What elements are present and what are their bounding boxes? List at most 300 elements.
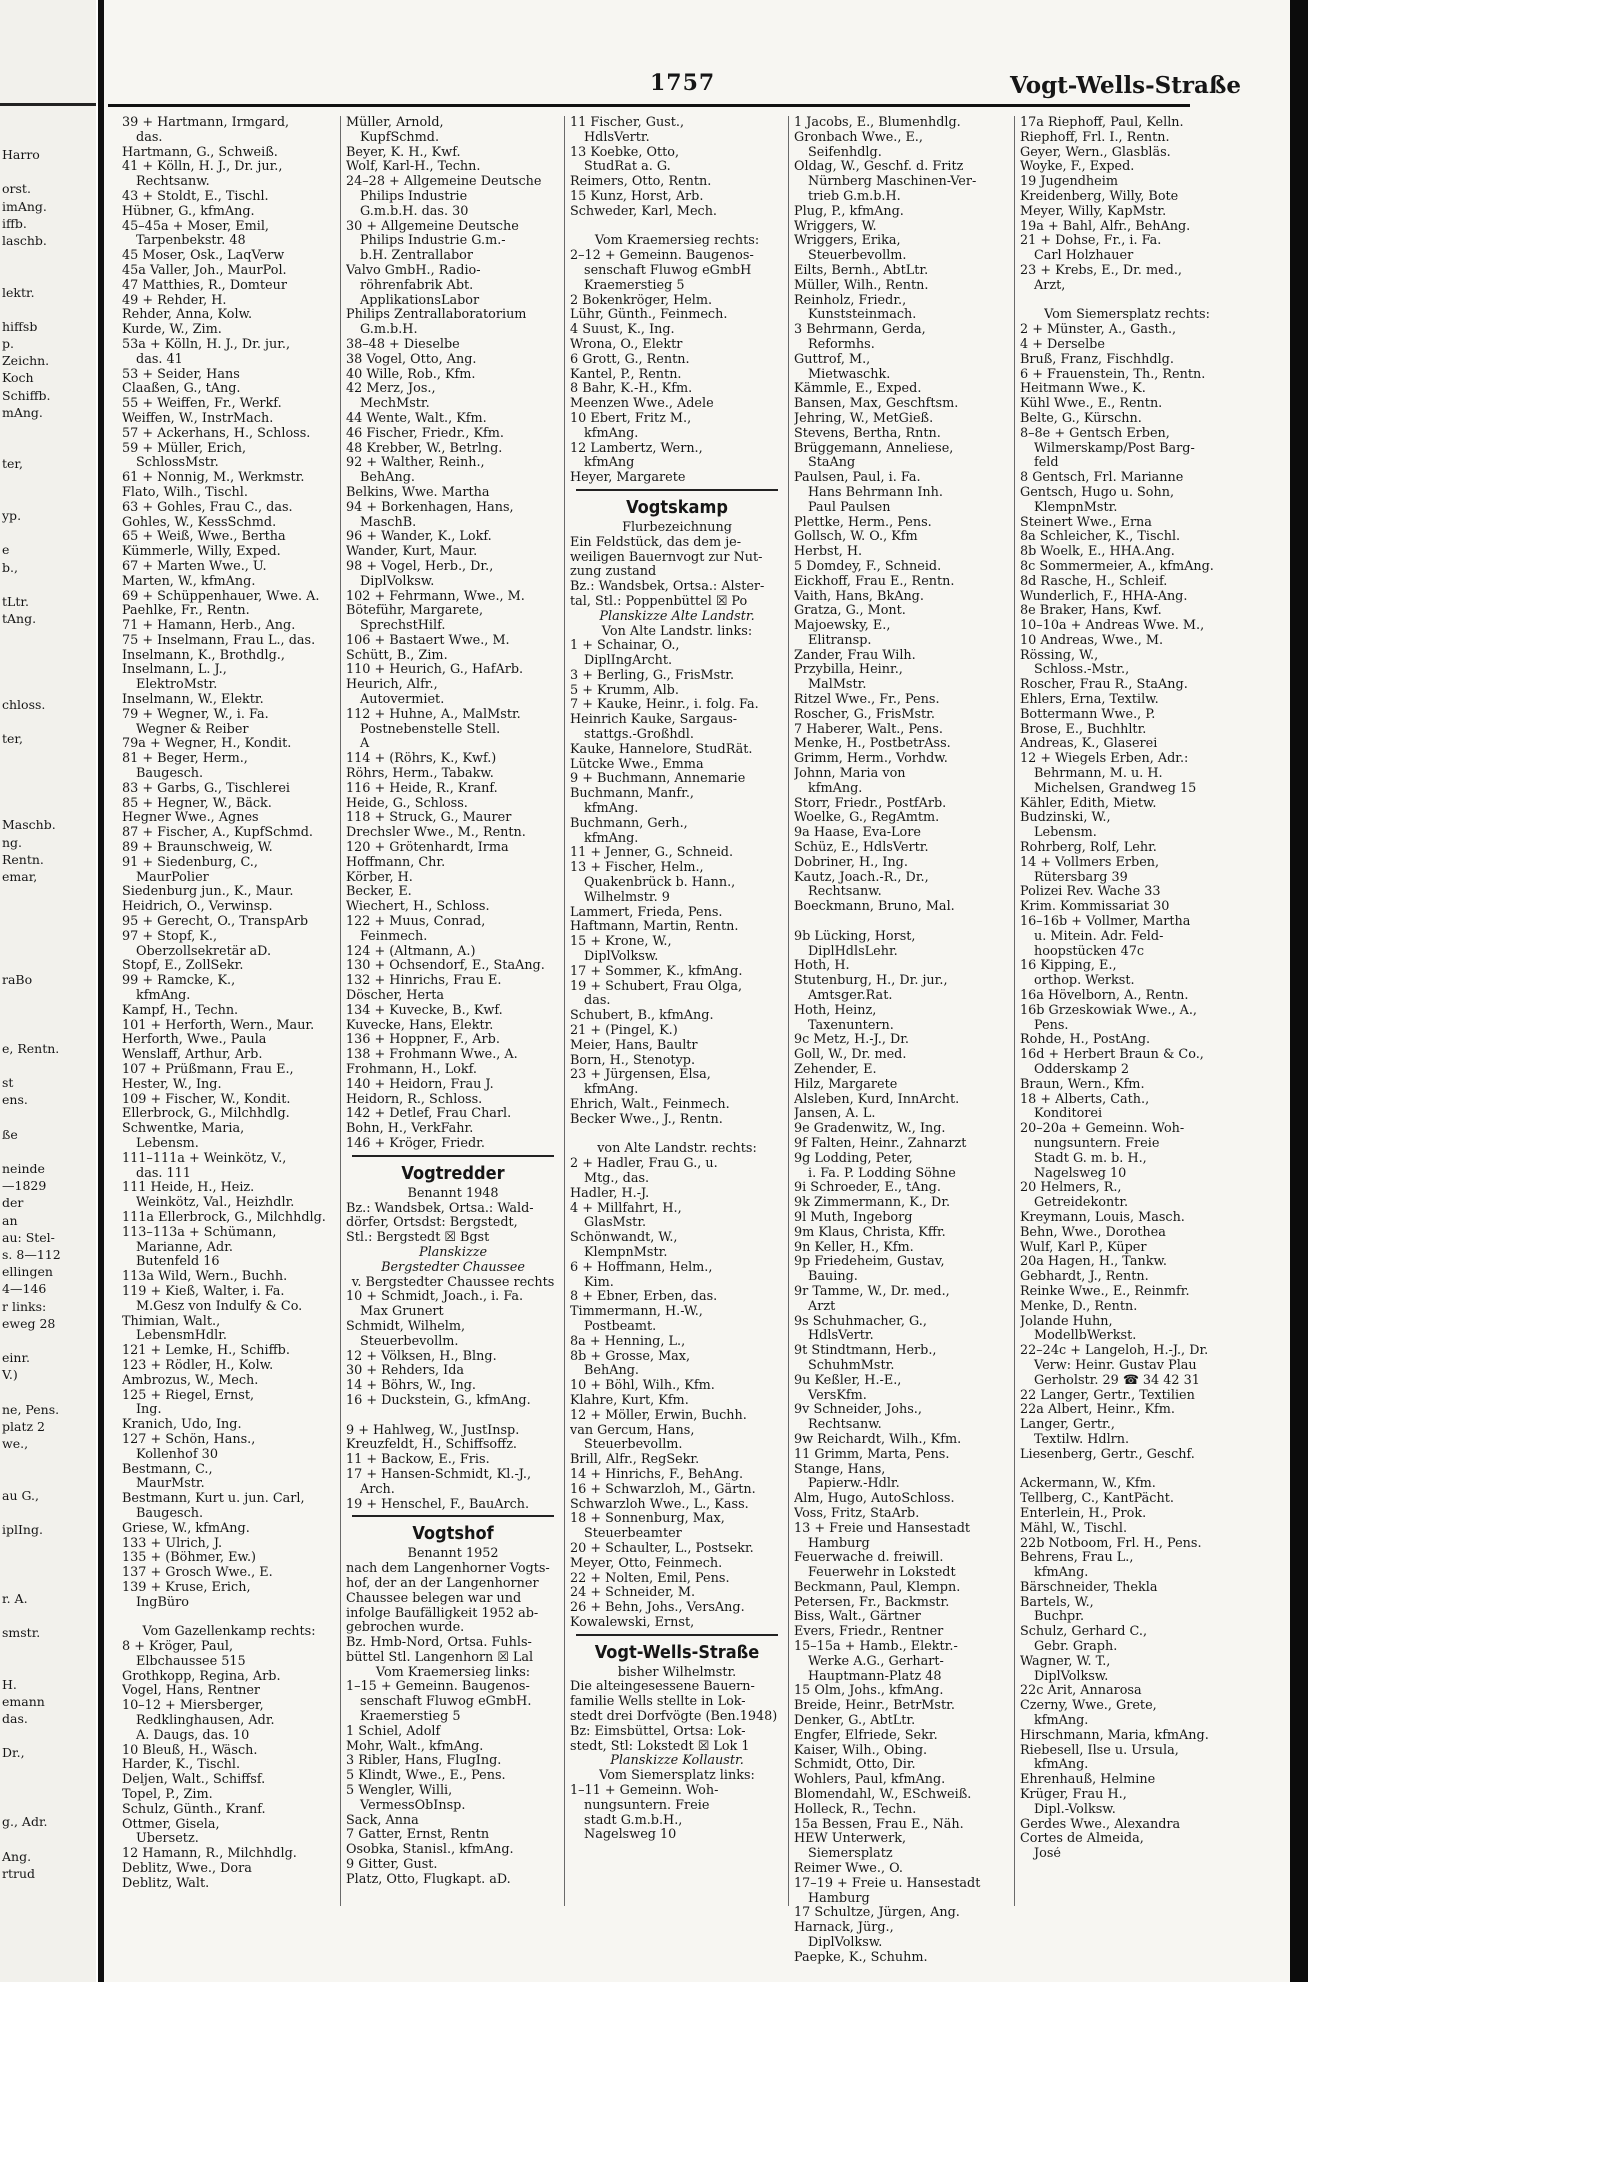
strip-line: hiffsb bbox=[2, 318, 38, 334]
directory-entry: GlasMstr. bbox=[584, 1216, 647, 1231]
strip-line bbox=[0, 644, 96, 661]
directory-entry: Voss, Fritz, StaArb. bbox=[794, 1506, 920, 1521]
strip-line bbox=[0, 1005, 96, 1022]
directory-entry: Hester, W., Ing. bbox=[122, 1077, 222, 1092]
column-2 bbox=[346, 116, 560, 1888]
strip-line: chloss. bbox=[2, 697, 46, 712]
column-1 bbox=[122, 116, 336, 1892]
adjacent-page-strip bbox=[0, 0, 96, 1982]
strip-line: ße bbox=[2, 1126, 18, 1142]
directory-entry: feld bbox=[1034, 456, 1059, 471]
directory-entry: 23 + Krebs, E., Dr. med., bbox=[1020, 263, 1182, 278]
directory-entry: 9k Zimmermann, K., Dr. bbox=[794, 1196, 951, 1211]
strip-line bbox=[0, 919, 96, 936]
directory-entry: Papierw.-Hdlr. bbox=[808, 1477, 900, 1492]
directory-entry: Elbchaussee 515 bbox=[136, 1654, 246, 1669]
directory-entry: Heidrich, O., Verwinsp. bbox=[122, 900, 273, 915]
directory-entry: Zander, Frau Wilh. bbox=[794, 648, 916, 663]
directory-entry: 12 + Völksen, H., Blng. bbox=[346, 1349, 497, 1364]
directory-entry: kfmAng. bbox=[1034, 1758, 1089, 1773]
directory-entry: 9a Haase, Eva-Lore bbox=[794, 826, 921, 841]
directory-entry: Frohmann, H., Lokf. bbox=[346, 1063, 477, 1077]
directory-entry: 15–15a + Hamb., Elektr.- bbox=[794, 1640, 958, 1655]
directory-entry: 40 Wille, Rob., Kfm. bbox=[346, 367, 476, 382]
directory-entry: Philips Industrie bbox=[360, 189, 468, 204]
directory-entry: G.m.b.H. bbox=[360, 323, 418, 338]
section-rule bbox=[352, 1515, 554, 1517]
directory-entry: Timmermann, H.-W., bbox=[570, 1305, 703, 1320]
directory-entry: HEW Unterwerk, bbox=[794, 1832, 907, 1847]
directory-entry: Hartmann, G., Schweiß. bbox=[122, 145, 278, 160]
directory-entry: Heyer, Margarete bbox=[570, 471, 686, 486]
strip-line: 4—146 bbox=[2, 1281, 47, 1297]
directory-entry: Kunststeinmach. bbox=[808, 308, 917, 323]
spacer bbox=[1020, 1463, 1234, 1478]
directory-entry: 9n Keller, H., Kfm. bbox=[794, 1240, 914, 1255]
directory-entry: Hoth, Heinz, bbox=[794, 1003, 877, 1018]
directory-entry: Nagelsweg 10 bbox=[584, 1828, 677, 1843]
directory-entry: Engfer, Elfriede, Sekr. bbox=[794, 1728, 938, 1743]
directory-entry: 136 + Hoppner, F., Arb. bbox=[346, 1033, 500, 1048]
directory-entry: hoopstücken 47c bbox=[1034, 944, 1145, 959]
strip-line: Dr., bbox=[2, 1745, 25, 1761]
strip-line bbox=[0, 1555, 96, 1572]
directory-entry: Herbst, H. bbox=[794, 545, 863, 560]
directory-entry: Bz: Eimsbüttel, Ortsa: Lok- bbox=[570, 1724, 746, 1739]
directory-entry: Verw: Heinr. Gustav Plau bbox=[1034, 1358, 1197, 1373]
directory-entry: Wilmerskamp/Post Barg- bbox=[1034, 441, 1195, 456]
strip-line: laschb. bbox=[2, 232, 47, 248]
strip-line bbox=[0, 1109, 96, 1126]
directory-entry: 10 Bleuß, H., Wäsch. bbox=[122, 1743, 258, 1758]
directory-entry: Rössing, W., bbox=[1020, 648, 1099, 663]
directory-entry: 134 + Kuvecke, B., Kwf. bbox=[346, 1003, 503, 1018]
strip-line bbox=[0, 662, 96, 679]
directory-entry: Schmidt, Wilhelm, bbox=[346, 1319, 466, 1334]
strip-line bbox=[0, 1762, 96, 1779]
directory-entry: M.Gesz von Indulfy & Co. bbox=[136, 1299, 303, 1314]
directory-entry: DiplHdlsLehr. bbox=[808, 944, 898, 959]
directory-entry: Enterlein, H., Prok. bbox=[1020, 1506, 1147, 1521]
directory-entry: Seifenhdlg. bbox=[808, 145, 882, 160]
directory-entry: Müller, Wilh., Rentn. bbox=[794, 278, 929, 293]
directory-entry: Bohn, H., VerkFahr. bbox=[346, 1122, 474, 1137]
directory-entry: MalMstr. bbox=[808, 678, 867, 693]
side-heading: Vom Siemersplatz rechts: bbox=[1044, 308, 1210, 323]
directory-entry: 7 + Kauke, Heinr., i. folg. Fa. bbox=[570, 698, 759, 713]
directory-entry: 113–113a + Schümann, bbox=[122, 1225, 277, 1240]
directory-entry: 16 Kipping, E., bbox=[1020, 959, 1117, 974]
directory-entry: Wohlers, Paul, kfmAng. bbox=[794, 1773, 946, 1788]
directory-entry: 13 + Freie und Hansestadt bbox=[794, 1521, 971, 1536]
directory-entry: 135 + (Böhmer, Ew.) bbox=[122, 1551, 257, 1566]
directory-entry: 30 + Allgemeine Deutsche bbox=[346, 219, 519, 234]
directory-entry: BehAng. bbox=[360, 471, 415, 486]
directory-entry: Deljen, Walt., Schiffsf. bbox=[122, 1773, 266, 1788]
directory-entry: Jolande Huhn, bbox=[1020, 1314, 1113, 1329]
directory-entry: 121 + Lemke, H., Schiffb. bbox=[122, 1344, 290, 1359]
directory-entry: tal, Stl.: Poppenbüttel ☒ Po bbox=[570, 594, 748, 609]
strip-line bbox=[0, 473, 96, 490]
strip-line bbox=[0, 1573, 96, 1590]
directory-entry: 139 + Kruse, Erich, bbox=[122, 1580, 251, 1595]
directory-entry: 8 + Kröger, Paul, bbox=[122, 1640, 234, 1655]
directory-entry: 11 Grimm, Marta, Pens. bbox=[794, 1447, 950, 1462]
directory-entry: 140 + Heidorn, Frau J. bbox=[346, 1077, 494, 1092]
directory-entry: Gerdes Wwe., Alexandra bbox=[1020, 1817, 1181, 1832]
directory-entry: 20 Helmers, R., bbox=[1020, 1181, 1122, 1196]
directory-entry: 112 + Huhne, A., MalMstr. bbox=[346, 707, 521, 722]
directory-entry: Menke, H., PostbetrAss. bbox=[794, 737, 951, 752]
directory-entry: Bz.: Wandsbek, Ortsa.: Alster- bbox=[570, 580, 765, 595]
directory-entry: 2 + Hadler, Frau G., u. bbox=[570, 1157, 718, 1172]
directory-entry: Brose, E., Buchhltr. bbox=[1020, 722, 1147, 737]
directory-entry: Konditorei bbox=[1034, 1107, 1103, 1122]
side-heading: Vom Siemersplatz links: bbox=[599, 1769, 755, 1784]
directory-entry: Hoffmann, Chr. bbox=[346, 855, 446, 870]
directory-entry: Amtsger.Rat. bbox=[808, 989, 893, 1004]
directory-entry: Bz.: Wandsbek, Ortsa.: Wald- bbox=[346, 1201, 534, 1216]
directory-entry: Gebhardt, J., Rentn. bbox=[1020, 1270, 1149, 1285]
directory-entry: Kaiser, Wilh., Obing. bbox=[794, 1743, 928, 1758]
directory-entry: 1 Schiel, Adolf bbox=[346, 1724, 441, 1739]
strip-line: g., Adr. bbox=[2, 1814, 48, 1830]
directory-entry: 59 + Müller, Erich, bbox=[122, 441, 247, 456]
directory-entry: Odderskamp 2 bbox=[1034, 1063, 1130, 1077]
directory-entry: 5 Klindt, Wwe., E., Pens. bbox=[346, 1769, 506, 1784]
directory-entry: 85 + Hegner, W., Bäck. bbox=[122, 796, 272, 811]
directory-entry: Kreuzfeldt, H., Schiffsoffz. bbox=[346, 1438, 518, 1453]
directory-entry: ApplikationsLabor bbox=[360, 293, 480, 308]
spacer bbox=[122, 1610, 336, 1625]
directory-entry: 118 + Struck, G., Maurer bbox=[346, 811, 512, 826]
directory-entry: Topel, P., Zim. bbox=[122, 1788, 213, 1803]
directory-entry: Chaussee belegen war und bbox=[346, 1591, 522, 1606]
street-heading: Vogtredder bbox=[401, 1162, 505, 1184]
strip-text bbox=[0, 146, 96, 1882]
strip-line: r links: bbox=[2, 1298, 47, 1314]
directory-entry: 1 + Schainar, O., bbox=[570, 639, 680, 654]
directory-entry: 13 + Fischer, Helm., bbox=[570, 861, 704, 876]
directory-entry: familie Wells stellte in Lok- bbox=[570, 1695, 746, 1710]
directory-entry: kfmAng. bbox=[1034, 1566, 1089, 1581]
directory-entry: Langer, Gertr., bbox=[1020, 1418, 1115, 1433]
directory-entry: 6 Grott, G., Rentn. bbox=[570, 352, 690, 367]
directory-entry: das. 111 bbox=[136, 1166, 191, 1181]
directory-entry: Behrmann, M. u. H. bbox=[1034, 767, 1163, 782]
directory-entry: 5 Domdey, F., Schneid. bbox=[794, 559, 942, 574]
directory-entry: Oldag, W., Geschf. d. Fritz bbox=[794, 160, 964, 175]
directory-entry: 1 Jacobs, E., Blumenhdlg. bbox=[794, 116, 961, 130]
side-heading: Vom Gazellenkamp rechts: bbox=[142, 1625, 316, 1640]
directory-entry: zung zustand bbox=[570, 565, 657, 580]
directory-entry: Lühr, Günth., Feinmech. bbox=[570, 308, 728, 323]
directory-entry: Steuerbeamter bbox=[584, 1527, 682, 1542]
directory-entry: Buchmann, Manfr., bbox=[570, 787, 694, 802]
directory-entry: Rütersbarg 39 bbox=[1034, 870, 1128, 885]
directory-entry: Bestmann, C., bbox=[122, 1462, 213, 1477]
strip-line: tAng. bbox=[2, 611, 37, 627]
directory-entry: b.H. Zentrallabor bbox=[360, 249, 473, 264]
directory-entry: Wulf, Karl P., Küper bbox=[1020, 1240, 1147, 1255]
directory-entry: Jehring, W., MetGieß. bbox=[794, 411, 934, 426]
directory-entry: 99 + Ramcke, K., bbox=[122, 974, 236, 989]
directory-entry: Stadt G. m. b. H., bbox=[1034, 1151, 1147, 1166]
directory-entry: 9l Muth, Ingeborg bbox=[794, 1210, 913, 1225]
directory-entry: 8 + Ebner, Erben, das. bbox=[570, 1290, 718, 1305]
directory-entry: Körber, H. bbox=[346, 870, 413, 885]
directory-entry: Tellberg, C., KantPächt. bbox=[1020, 1492, 1174, 1507]
strip-line: e bbox=[2, 542, 10, 558]
directory-entry: 9b Lücking, Horst, bbox=[794, 929, 916, 944]
directory-entry: Harnack, Jürg., bbox=[794, 1921, 894, 1936]
directory-entry: 12 Hamann, R., Milchhdlg. bbox=[122, 1847, 297, 1862]
street-heading: Vogtskamp bbox=[626, 496, 728, 518]
directory-entry: Schönwandt, W., bbox=[570, 1231, 678, 1246]
directory-entry: Wolf, Karl-H., Techn. bbox=[346, 160, 481, 175]
strip-line bbox=[0, 1641, 96, 1658]
directory-entry: Wunderlich, F., HHA-Ang. bbox=[1020, 589, 1188, 604]
directory-entry: 14 + Hinrichs, F., BehAng. bbox=[570, 1467, 744, 1482]
directory-entry: Valvo GmbH., Radio- bbox=[346, 263, 481, 278]
directory-entry: Hans Behrmann Inh. bbox=[808, 485, 943, 500]
strip-line: ens. bbox=[2, 1092, 28, 1108]
directory-entry: das. 41 bbox=[136, 352, 183, 367]
directory-entry: 10 Ebert, Fritz M., bbox=[570, 411, 692, 426]
directory-entry: Gratza, G., Mont. bbox=[794, 604, 906, 619]
directory-entry: Pens. bbox=[1034, 1018, 1069, 1033]
directory-entry: Marianne, Adr. bbox=[136, 1240, 233, 1255]
directory-entry: Feinmech. bbox=[360, 929, 428, 944]
strip-line bbox=[0, 765, 96, 782]
directory-entry: 6 + Hoffmann, Helm., bbox=[570, 1260, 713, 1275]
directory-entry: Jansen, A. L. bbox=[794, 1107, 876, 1122]
directory-entry: Paul Paulsen bbox=[808, 500, 891, 515]
directory-entry: 19a + Bahl, Alfr., BehAng. bbox=[1020, 219, 1191, 234]
directory-entry: Reimers, Otto, Rentn. bbox=[570, 175, 712, 190]
directory-entry: 15 Kunz, Horst, Arb. bbox=[570, 189, 704, 204]
directory-entry: 12 Lambertz, Wern., bbox=[570, 441, 703, 456]
directory-entry: 65 + Weiß, Wwe., Bertha bbox=[122, 530, 286, 545]
directory-entry: nungsuntern. Freie bbox=[1034, 1136, 1160, 1151]
strip-line: b., bbox=[2, 559, 18, 575]
strip-line: s. 8—112 bbox=[2, 1247, 61, 1262]
directory-entry: Getreidekontr. bbox=[1034, 1196, 1129, 1211]
directory-entry: Wriggers, Erika, bbox=[794, 234, 901, 249]
directory-entry: DiplVolksw. bbox=[584, 950, 659, 965]
directory-entry: Majoewsky, E., bbox=[794, 619, 891, 634]
directory-entry: Buchmann, Gerh., bbox=[570, 816, 688, 831]
directory-entry: 130 + Ochsendorf, E., StaAng. bbox=[346, 959, 545, 974]
directory-entry: Paulsen, Paul, i. Fa. bbox=[794, 471, 921, 486]
directory-entry: 19 Jugendheim bbox=[1020, 175, 1118, 190]
strip-line bbox=[0, 438, 96, 455]
directory-entry: Storr, Friedr., PostfArb. bbox=[794, 796, 947, 811]
directory-entry: 10 + Böhl, Wilh., Kfm. bbox=[570, 1379, 715, 1394]
directory-entry: Böteführ, Margarete, bbox=[346, 604, 484, 619]
directory-entry: Schwentke, Maria, bbox=[122, 1122, 245, 1137]
directory-entry: Lebensm. bbox=[136, 1136, 199, 1151]
directory-entry: 30 + Rehders, Ida bbox=[346, 1364, 465, 1379]
directory-entry: 9w Reichardt, Wilh., Kfm. bbox=[794, 1432, 962, 1447]
directory-entry: 16 + Duckstein, G., kfmAng. bbox=[346, 1393, 531, 1408]
directory-entry: Wriggers, W. bbox=[794, 219, 877, 234]
directory-entry: Holleck, R., Techn. bbox=[794, 1802, 917, 1817]
directory-entry: Kollenhof 30 bbox=[136, 1447, 218, 1462]
section-rule bbox=[576, 489, 778, 491]
directory-entry: 142 + Detlef, Frau Charl. bbox=[346, 1107, 512, 1122]
street-subheading: Flurbezeichnung bbox=[622, 520, 732, 535]
strip-line bbox=[0, 1796, 96, 1813]
directory-entry: Steuerbevollm. bbox=[808, 249, 907, 264]
directory-entry: MaurMstr. bbox=[136, 1477, 205, 1492]
column-divider bbox=[788, 116, 789, 1906]
directory-entry: Schmidt, Otto, Dir. bbox=[794, 1758, 916, 1773]
directory-entry: 9v Schneider, Johs., bbox=[794, 1403, 922, 1418]
directory-entry: LebensmHdlr. bbox=[136, 1329, 228, 1344]
directory-entry: 8 Gentsch, Frl. Marianne bbox=[1020, 471, 1184, 486]
directory-entry: Hübner, G., kfmAng. bbox=[122, 204, 255, 219]
directory-entry: Wander, Kurt, Maur. bbox=[346, 545, 478, 560]
directory-entry: 1–11 + Gemeinn. Woh- bbox=[570, 1784, 719, 1799]
strip-line: st bbox=[2, 1075, 14, 1091]
directory-entry: KlempnMstr. bbox=[1034, 500, 1118, 515]
directory-entry: Roscher, Frau R., StaAng. bbox=[1020, 678, 1188, 693]
directory-entry: Carl Holzhauer bbox=[1034, 249, 1134, 264]
strip-line: Rentn. bbox=[2, 851, 44, 867]
directory-entry: Lebensm. bbox=[1034, 826, 1097, 841]
directory-entry: 45a Valler, Joh., MaurPol. bbox=[122, 263, 287, 278]
directory-entry: stattgs.-Großhdl. bbox=[584, 728, 694, 743]
directory-entry: 116 + Heide, R., Kranf. bbox=[346, 781, 498, 796]
directory-entry: 3 Behrmann, Gerda, bbox=[794, 323, 926, 338]
directory-entry: nach dem Langenhorner Vogts- bbox=[346, 1562, 550, 1577]
directory-entry: Platz, Otto, Flugkapt. aD. bbox=[346, 1872, 511, 1887]
directory-entry: 16a Hövelborn, A., Rentn. bbox=[1020, 989, 1189, 1004]
directory-entry: Lütcke Wwe., Emma bbox=[570, 757, 704, 772]
strip-line: an bbox=[2, 1212, 18, 1228]
directory-entry: nungsuntern. Freie bbox=[584, 1798, 710, 1813]
directory-entry: Steinert Wwe., Erna bbox=[1020, 515, 1152, 530]
directory-entry: Geyer, Wern., Glasbläs. bbox=[1020, 145, 1171, 160]
strip-line bbox=[0, 163, 96, 180]
directory-entry: Döscher, Herta bbox=[346, 989, 444, 1004]
directory-entry: 8b Woelk, E., HHA.Ang. bbox=[1020, 545, 1175, 560]
directory-entry: SchuhmMstr. bbox=[808, 1358, 895, 1373]
directory-entry: Kraemerstieg 5 bbox=[584, 278, 685, 293]
strip-line bbox=[0, 266, 96, 283]
directory-entry: 55 + Weiffen, Fr., Werkf. bbox=[122, 397, 282, 412]
directory-entry: Kämmle, E., Exped. bbox=[794, 382, 922, 397]
directory-entry: Polizei Rev. Wache 33 bbox=[1020, 885, 1161, 900]
strip-line: Schiffb. bbox=[2, 387, 51, 403]
directory-entry: infolge Baufälligkeit 1952 ab- bbox=[346, 1606, 539, 1621]
directory-entry: Ing. bbox=[136, 1403, 162, 1418]
spacer bbox=[570, 220, 784, 235]
directory-entry: 111a Ellerbrock, G., Milchhdlg. bbox=[122, 1210, 326, 1225]
strip-line bbox=[0, 249, 96, 266]
directory-entry: Feuerwehr in Lokstedt bbox=[808, 1566, 956, 1581]
directory-entry: Biss, Walt., Gärtner bbox=[794, 1610, 921, 1625]
directory-entry: 53a + Kölln, H. J., Dr. jur., bbox=[122, 337, 291, 352]
directory-entry: 120 + Grötenhardt, Irma bbox=[346, 841, 509, 856]
directory-entry: KupfSchmd. bbox=[360, 130, 440, 145]
strip-line bbox=[0, 301, 96, 318]
directory-entry: Guttrof, M., bbox=[794, 352, 871, 367]
directory-entry: 10 Andreas, Wwe., M. bbox=[1020, 633, 1164, 648]
directory-entry: 9 + Hahlweg, W., JustInsp. bbox=[346, 1423, 520, 1438]
directory-entry: 45–45a + Moser, Emil, bbox=[122, 219, 269, 234]
directory-entry: 22b Notboom, Frl. H., Pens. bbox=[1020, 1536, 1202, 1551]
directory-entry: Redklinghausen, Adr. bbox=[136, 1714, 275, 1729]
strip-line: ter, bbox=[2, 456, 23, 472]
strip-line: ng. bbox=[2, 834, 23, 850]
directory-entry: DiplIngArcht. bbox=[584, 654, 673, 669]
directory-entry: 71 + Hamann, Herb., Ang. bbox=[122, 619, 296, 634]
directory-entry: Arzt, bbox=[1034, 278, 1066, 293]
directory-entry: DiplVolksw. bbox=[360, 574, 435, 589]
directory-entry: Müller, Arnold, bbox=[346, 116, 444, 130]
directory-entry: 8e Braker, Hans, Kwf. bbox=[1020, 604, 1162, 619]
directory-entry: Becker, E. bbox=[346, 885, 412, 900]
strip-line bbox=[0, 902, 96, 919]
side-heading: von Alte Landstr. rechts: bbox=[597, 1142, 757, 1157]
directory-entry: Ritzel Wwe., Fr., Pens. bbox=[794, 693, 940, 708]
directory-entry: Wagner, W. T., bbox=[1020, 1654, 1111, 1669]
directory-entry: Lammert, Frieda, Pens. bbox=[570, 905, 723, 920]
directory-entry: 132 + Hinrichs, Frau E. bbox=[346, 974, 502, 989]
directory-entry: Krüger, Frau H., bbox=[1020, 1788, 1127, 1803]
directory-entry: Roscher, G., FrisMstr. bbox=[794, 707, 935, 722]
strip-line bbox=[0, 782, 96, 799]
directory-entry: 22–24c + Langeloh, H.-J., Dr. bbox=[1020, 1344, 1209, 1359]
directory-entry: Hegner Wwe., Agnes bbox=[122, 811, 259, 826]
directory-entry: Heinrich Kauke, Sargaus- bbox=[570, 713, 738, 728]
directory-entry: Behrens, Frau L., bbox=[1020, 1551, 1134, 1566]
strip-line: ellingen bbox=[2, 1264, 53, 1280]
directory-entry: Oberzollsekretär aD. bbox=[136, 944, 272, 959]
running-head-street: Vogt-Wells-Straße bbox=[1010, 72, 1241, 99]
strip-line: Harro bbox=[2, 147, 40, 162]
directory-entry: 17a Riephoff, Paul, Kelln. bbox=[1020, 116, 1184, 130]
directory-entry: 8a Schleicher, K., Tischl. bbox=[1020, 530, 1181, 545]
directory-entry: Braun, Wern., Kfm. bbox=[1020, 1077, 1145, 1092]
directory-entry: 20a Hagen, H., Tankw. bbox=[1020, 1255, 1167, 1270]
strip-line: mAng. bbox=[2, 404, 43, 420]
directory-entry: Kümmerle, Willy, Exped. bbox=[122, 545, 281, 560]
directory-entry: 9r Tamme, W., Dr. med., bbox=[794, 1284, 950, 1299]
directory-entry: Reinholz, Friedr., bbox=[794, 293, 907, 308]
strip-line bbox=[0, 1607, 96, 1624]
strip-rule bbox=[0, 103, 96, 106]
spacer bbox=[346, 1409, 560, 1424]
directory-entry: 75 + Inselmann, Frau L., das. bbox=[122, 633, 316, 648]
directory-entry: Przybilla, Heinr., bbox=[794, 663, 903, 678]
directory-entry: Bartels, W., bbox=[1020, 1595, 1094, 1610]
directory-entry: 7 Haberer, Walt., Pens. bbox=[794, 722, 943, 737]
directory-entry: 3 + Berling, G., FrisMstr. bbox=[570, 668, 735, 683]
directory-entry: 10 + Schmidt, Joach., i. Fa. bbox=[346, 1290, 524, 1305]
strip-line bbox=[0, 799, 96, 816]
directory-entry: Harder, K., Tischl. bbox=[122, 1758, 241, 1773]
directory-entry: van Gercum, Hans, bbox=[570, 1423, 695, 1438]
directory-entry: Inselmann, W., Elektr. bbox=[122, 693, 264, 708]
directory-entry: Dobriner, H., Ing. bbox=[794, 855, 908, 870]
directory-entry: Gronbach Wwe., E., bbox=[794, 130, 923, 145]
directory-entry: büttel Stl. Langenhorn ☒ Lal bbox=[346, 1650, 534, 1665]
strip-line: neinde bbox=[2, 1161, 45, 1177]
directory-entry: Sack, Anna bbox=[346, 1813, 419, 1828]
